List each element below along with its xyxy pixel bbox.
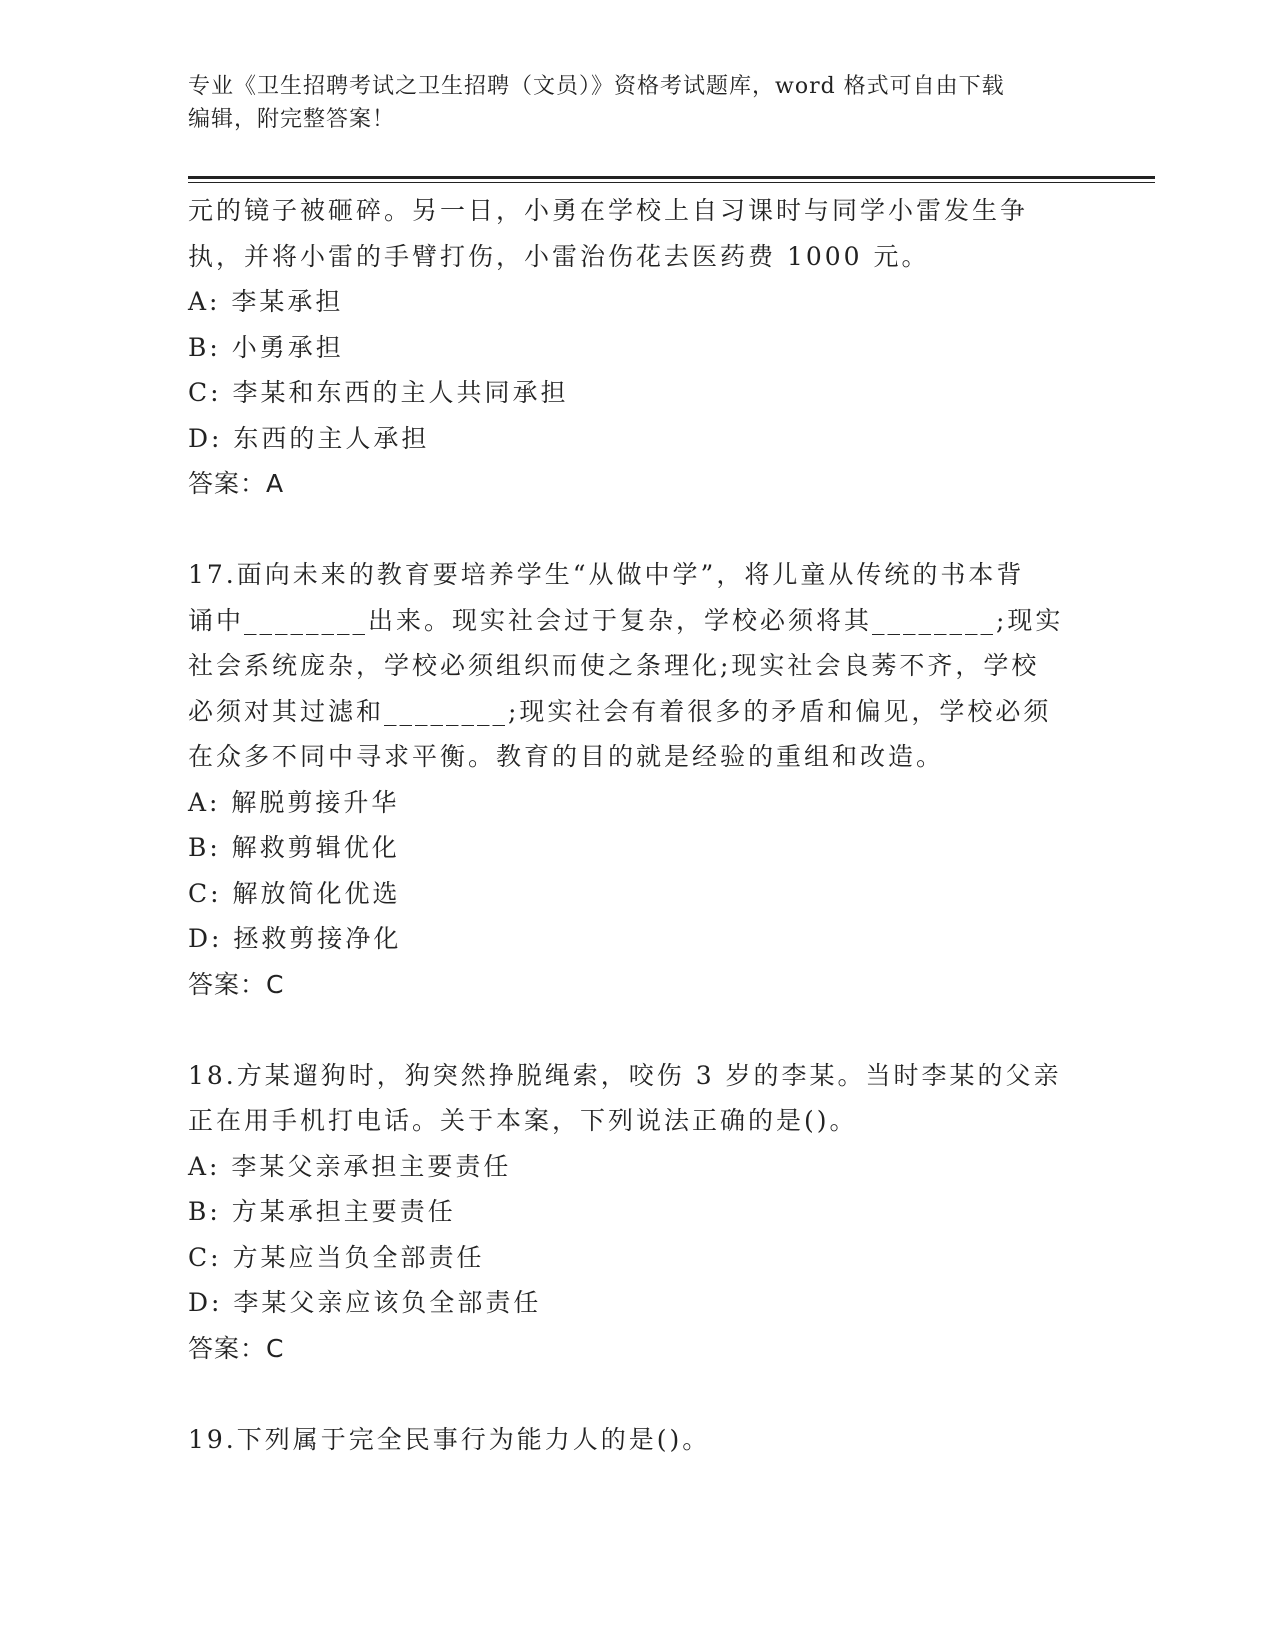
- answer-label: 答案：A: [188, 469, 285, 498]
- question-stem-line: 社会系统庞杂，学校必须组织而使之条理化;现实社会良莠不齐，学校: [188, 651, 1040, 680]
- question-stem-line: 19.下列属于完全民事行为能力人的是()。: [188, 1424, 711, 1454]
- question-stem-line: 在众多不同中寻求平衡。教育的目的就是经验的重组和改造。: [188, 742, 945, 771]
- option-a: A: 解脱剪接升华: [188, 787, 400, 817]
- question-18: [188, 1053, 1088, 1372]
- option-c: C: 李某和东西的主人共同承担: [188, 378, 569, 407]
- option-b: B: 解救剪辑优化: [188, 833, 400, 862]
- question-spacer: [188, 1007, 1088, 1053]
- question-spacer: [188, 1371, 1088, 1417]
- question-19: [188, 1417, 1088, 1463]
- option-d: D: 拯救剪接净化: [188, 924, 402, 953]
- question-stem-line: 诵中________出来。现实社会过于复杂，学校必须将其________;现实: [188, 605, 1064, 635]
- question-stem-line: 正在用手机打电话。关于本案，下列说法正确的是()。: [188, 1106, 858, 1135]
- document-header: [188, 70, 1088, 136]
- option-d: D: 李某父亲应该负全部责任: [188, 1288, 542, 1317]
- option-c: C: 解放简化优选: [188, 878, 401, 908]
- question-stem-line: 必须对其过滤和________;现实社会有着很多的矛盾和偏见，学校必须: [188, 696, 1052, 726]
- question-stem-line: 元的镜子被砸碎。另一日，小勇在学校上自习课时与同学小雷发生争: [188, 196, 1029, 225]
- question-stem-line: 17.面向未来的教育要培养学生“从做中学”，将儿童从传统的书本背: [188, 560, 1025, 589]
- answer-label: 答案：C: [188, 969, 285, 999]
- question-spacer: [188, 507, 1088, 553]
- answer-label: 答案：C: [188, 1333, 285, 1363]
- option-a: A: 李某父亲承担主要责任: [188, 1151, 512, 1181]
- option-a: A: 李某承担: [188, 287, 344, 316]
- question-17: [188, 552, 1088, 1007]
- option-d: D: 东西的主人承担: [188, 423, 430, 453]
- header-divider-thin: [188, 182, 1155, 183]
- option-c: C: 方某应当负全部责任: [188, 1242, 485, 1272]
- question-16: [188, 188, 1088, 507]
- option-b: B: 小勇承担: [188, 332, 344, 362]
- document-body: [188, 188, 1088, 1462]
- option-b: B: 方某承担主要责任: [188, 1197, 456, 1226]
- question-stem-line: 执，并将小雷的手臂打伤，小雷治伤花去医药费 1000 元。: [188, 241, 930, 271]
- question-stem-line: 18.方某遛狗时，狗突然挣脱绳索，咬伤 3 岁的李某。当时李某的父亲: [188, 1060, 1062, 1090]
- header-divider-thick: [188, 176, 1155, 179]
- header-line-1: 专业《卫生招聘考试之卫生招聘（文员）》资格考试题库，word 格式可自由下载: [188, 74, 1005, 99]
- header-line-2: 编辑，附完整答案！: [188, 107, 396, 132]
